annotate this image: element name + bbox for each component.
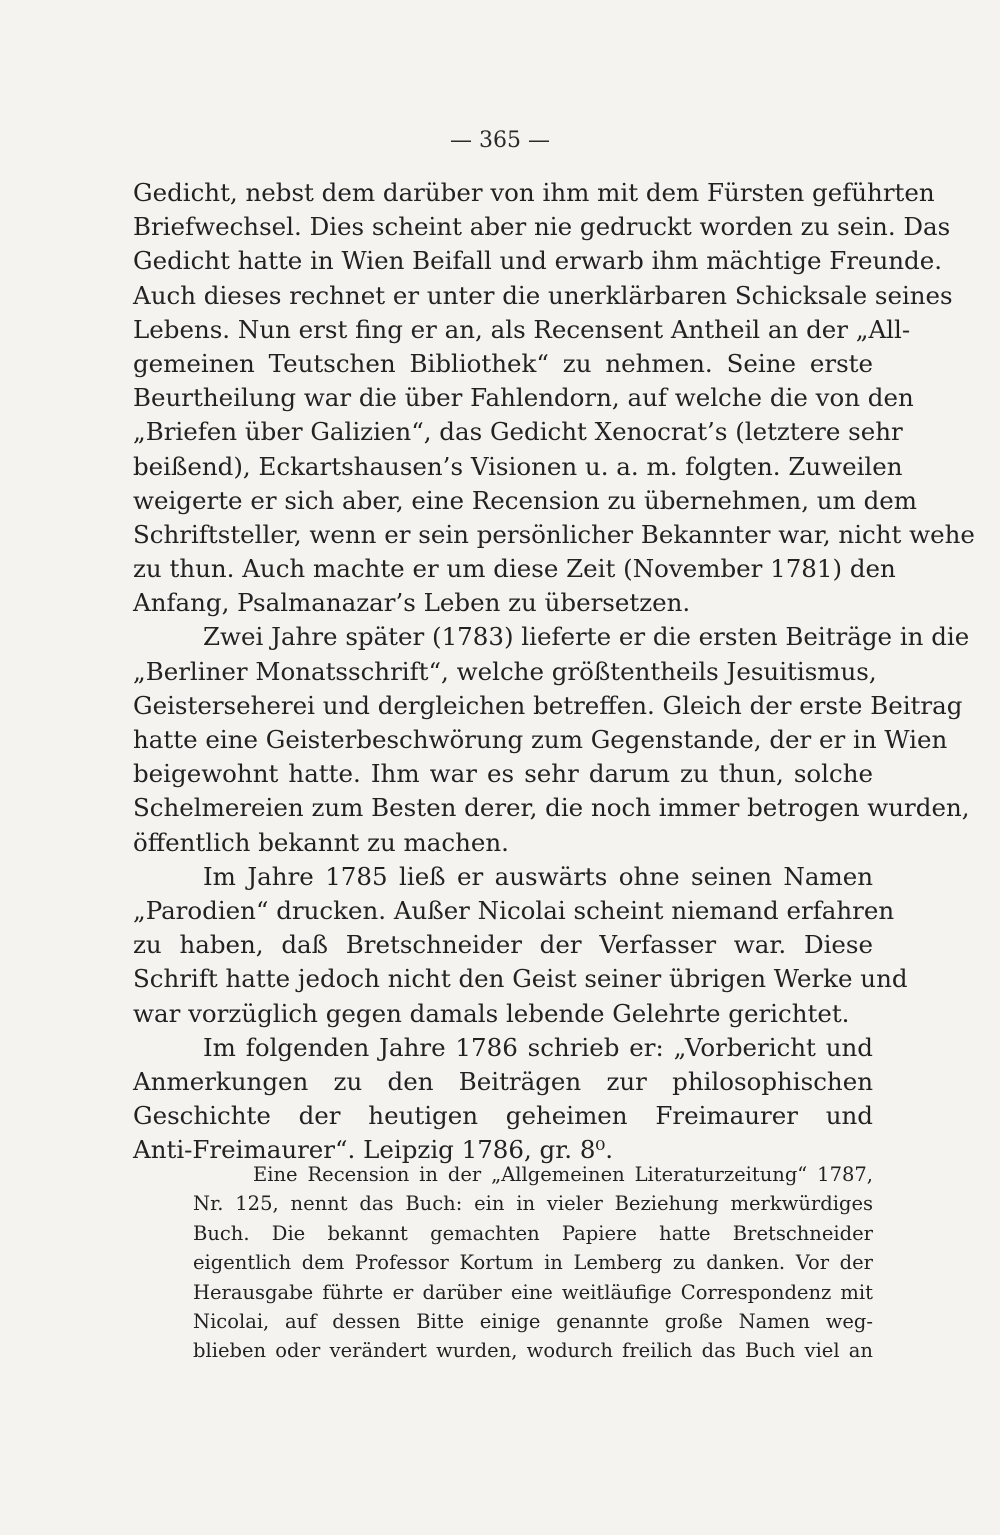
- footnote-line: Buch. Die bekannt gemachten Papiere hatte Bretschneider: [193, 1221, 873, 1245]
- text-line: zu haben, daß Bretschneider der Verfasser war. Diese: [133, 930, 873, 960]
- text-line: Anti-Freimaurer“. Leipzig 1786, gr. 8⁰.: [133, 1135, 614, 1165]
- text-line: weigerte er sich aber, eine Recension zu übernehmen, um dem: [133, 485, 917, 515]
- text-line: Lebens. Nun erst fing er an, als Recensent Antheil an der „All-: [133, 314, 911, 344]
- footnote: [133, 1160, 873, 1366]
- text-line: „Berliner Monatsschrift“, welche größtentheils Jesuitismus,: [133, 656, 877, 686]
- text-line: Im Jahre 1785 ließ er auswärts ohne seinen Namen: [203, 861, 873, 891]
- text-line: Auch dieses rechnet er unter die unerklärbaren Schicksale seines: [133, 280, 953, 310]
- text-line: Zwei Jahre später (1783) lieferte er die ersten Beiträge in die: [203, 622, 970, 652]
- text-line: Gedicht hatte in Wien Beifall und erwarb ihm mächtige Freunde.: [133, 246, 942, 276]
- text-line: öffentlich bekannt zu machen.: [133, 827, 509, 857]
- footnote-line: eigentlich dem Professor Kortum in Lemberg zu danken. Vor der: [193, 1251, 873, 1275]
- text-line: hatte eine Geisterbeschwörung zum Gegenstande, der er in Wien: [133, 725, 948, 754]
- text-line: Schrift hatte jedoch nicht den Geist seiner übrigen Werke und: [133, 964, 908, 994]
- text-line: Im folgenden Jahre 1786 schrieb er: „Vorbericht und: [203, 1032, 873, 1062]
- text-line: zu thun. Auch machte er um diese Zeit (November 1781) den: [133, 554, 896, 584]
- footnote-line: Nicolai, auf dessen Bitte einige genannte große Namen weg-: [193, 1309, 873, 1333]
- footnote-line: Herausgabe führte er darüber eine weitläufige Correspondenz mit: [193, 1280, 873, 1304]
- text-line: Geschichte der heutigen geheimen Freimaurer und: [133, 1101, 873, 1131]
- text-line: „Parodien“ drucken. Außer Nicolai scheint niemand erfahren: [133, 895, 895, 925]
- footnote-line: blieben oder verändert wurden, wodurch freilich das Buch viel an: [193, 1339, 873, 1363]
- text-line: gemeinen Teutschen Bibliothek“ zu nehmen. Seine erste: [133, 348, 873, 378]
- text-line: „Briefen über Galizien“, das Gedicht Xenocrat’s (letztere sehr: [133, 417, 903, 447]
- text-line: Anfang, Psalmanazar’s Leben zu übersetzen.: [133, 588, 691, 618]
- text-line: war vorzüglich gegen damals lebende Gelehrte gerichtet.: [133, 998, 850, 1028]
- footnote-line: Eine Recension in der „Allgemeinen Literaturzeitung“ 1787,: [253, 1163, 873, 1186]
- text-line: Schelmereien zum Besten derer, die noch immer betrogen wurden,: [133, 793, 970, 823]
- text-line: Schriftsteller, wenn er sein persönlicher Bekannter war, nicht wehe: [133, 519, 975, 549]
- text-line: Briefwechsel. Dies scheint aber nie gedruckt worden zu sein. Das: [133, 212, 951, 242]
- page-number: — 365 —: [450, 128, 550, 153]
- text-line: beigewohnt hatte. Ihm war es sehr darum zu thun, solche: [133, 759, 873, 789]
- text-line: Beurtheilung war die über Fahlendorn, auf welche die von den: [133, 383, 914, 413]
- text-line: beißend), Eckartshausen’s Visionen u. a. m. folgten. Zuweilen: [133, 451, 903, 481]
- text-line: Anmerkungen zu den Beiträgen zur philosophischen: [133, 1066, 873, 1096]
- text-line: Gedicht, nebst dem darüber von ihm mit dem Fürsten geführten: [133, 178, 935, 207]
- text-line: Geisterseherei und dergleichen betreffen. Gleich der erste Beitrag: [133, 690, 963, 720]
- main-text: [133, 176, 975, 1167]
- footnote-line: Nr. 125, nennt das Buch: ein in vieler Beziehung merkwürdiges: [193, 1192, 873, 1216]
